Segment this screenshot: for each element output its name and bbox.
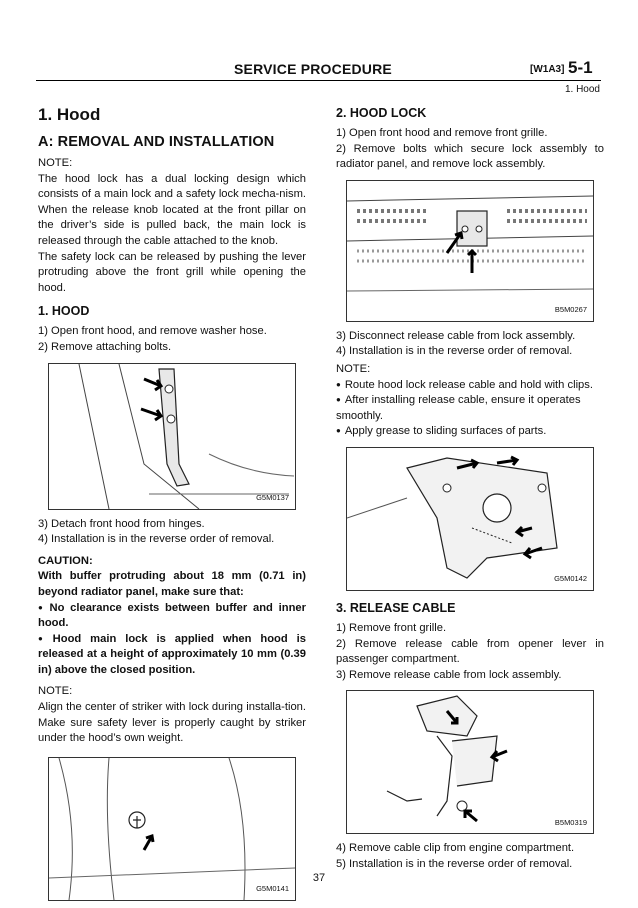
step: 4) Installation is in the reverse order of removal. [38, 533, 275, 546]
note-text: The hood lock has a dual locking design which consists of a main lock and a safety lock mecha-nism. When the release knob located at the front pillar on the driver’s side is pulled back, the main lock is released through the cable attached to the knob. [38, 172, 306, 247]
note-bullet: ● Route hood lock release cable and hold with clips. [336, 378, 604, 394]
step: 3) Detach front hood from hinges. [38, 517, 205, 530]
right-column [336, 104, 604, 873]
note2-label: NOTE: [38, 685, 73, 698]
caution-label: CAUTION: [38, 554, 93, 567]
step: 5) Installation is in the reverse order of removal. [336, 857, 573, 870]
page-heading: 1. Hood [38, 105, 101, 124]
figure-lock-assembly [346, 447, 594, 591]
step: 1) Open front hood, and remove washer hose. [38, 325, 267, 338]
header-code: [W1A3] [530, 64, 565, 75]
note-bullet: ● After installing release cable, ensure it operates smoothly. [336, 393, 604, 424]
section-title-release-cable: 3. RELEASE CABLE [336, 600, 456, 615]
note-text-2: The safety lock can be released by pushing the lever protruding above the front grill while opening the hood. [38, 250, 306, 294]
section-title-hood-lock: 2. HOOD LOCK [336, 106, 427, 120]
step: 3) Disconnect release cable from lock assembly. [336, 329, 576, 342]
step: 2) Remove bolts which secure lock assembly to radiator panel, and remove lock assembly. [336, 142, 604, 171]
lock-assembly-illustration [347, 448, 593, 590]
subheading: A: REMOVAL AND INSTALLATION [38, 134, 275, 150]
figure-code: G5M0137 [256, 492, 289, 502]
figure-hood-hinge [48, 363, 296, 510]
release-cable-illustration [347, 691, 593, 833]
header-title: SERVICE PROCEDURE [234, 61, 392, 77]
section-title-hood: 1. HOOD [38, 304, 90, 319]
caution-text: With buffer protruding about 18 mm (0.71 in) beyond radiator panel, make sure that: [38, 570, 306, 598]
figure-code: G5M0141 [256, 884, 289, 894]
hood-lock-illustration [347, 181, 593, 321]
note-bullet: ● Apply grease to sliding surfaces of parts. [336, 424, 604, 440]
figure-release-cable [346, 690, 594, 834]
header-subtitle: 1. Hood [564, 84, 600, 95]
step: 2) Remove release cable from opener lever in passenger compartment. [336, 637, 604, 666]
figure-code: B5M0319 [554, 817, 587, 827]
step: 1) Remove front grille. [336, 621, 447, 634]
note-label: NOTE: [336, 362, 371, 375]
step: 2) Remove attaching bolts. [38, 340, 172, 353]
note-label: NOTE: [38, 157, 73, 169]
hinge-illustration [49, 364, 295, 509]
figure-code: B5M0267 [554, 305, 587, 315]
page-number: 37 [312, 872, 326, 884]
figure-hood-lock [346, 180, 594, 322]
caution-bullet: ● No clearance exists between buffer and inner hood. [38, 601, 306, 632]
step: 3) Remove release cable from lock assembly. [336, 668, 562, 681]
step: 4) Installation is in the reverse order of removal. [336, 345, 573, 358]
caution-bullet: ● Hood main lock is applied when hood is released at a height of approximately 10 mm (0.39 in) above the closed position. [38, 632, 306, 679]
section-number: 5-1 [568, 58, 593, 77]
step: 4) Remove cable clip from engine compartment. [336, 842, 575, 855]
note2-text: Align the center of striker with lock during installa-tion. Make sure safety lever is properly caught by striker under the hood’s own weight. [38, 701, 306, 745]
header-rule [36, 80, 601, 81]
step: 1) Open front hood and remove front grille. [336, 127, 548, 139]
figure-code: G5M0142 [554, 574, 587, 584]
left-column [38, 104, 306, 908]
